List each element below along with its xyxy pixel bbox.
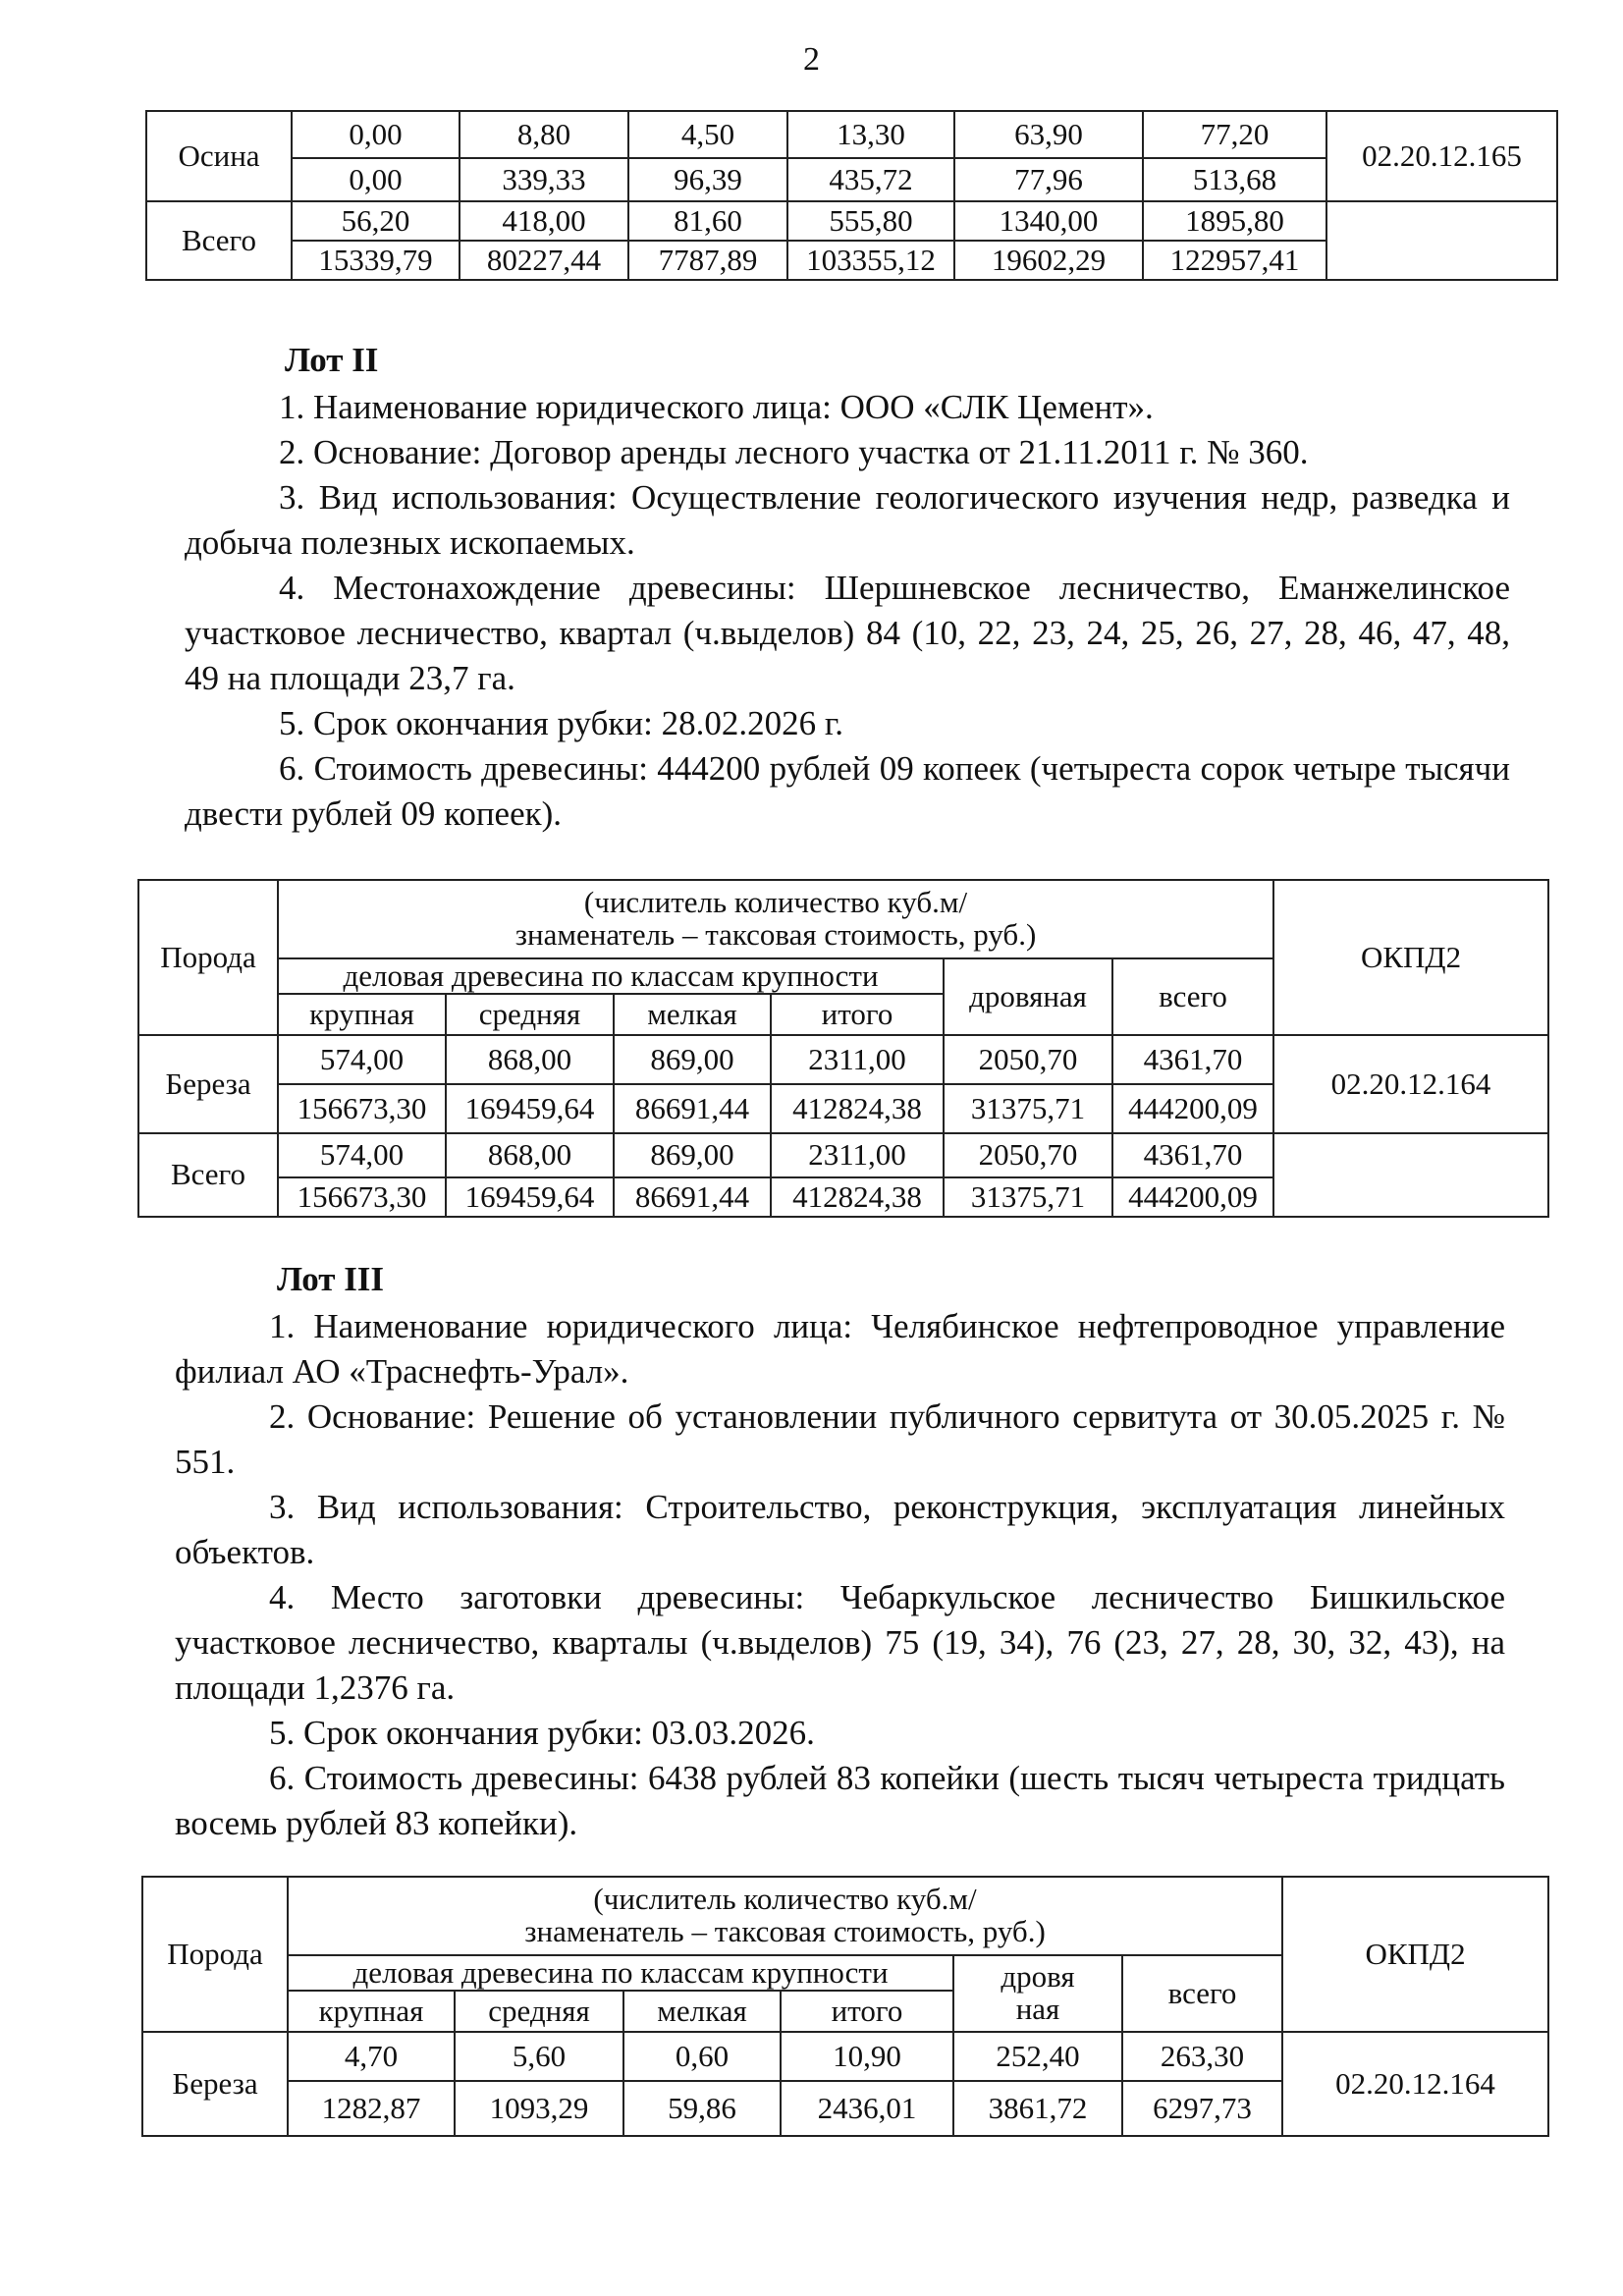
lot2-table — [137, 879, 1549, 1218]
table-cell: 0,00 — [292, 111, 460, 158]
table-cell: 2436,01 — [781, 2081, 953, 2136]
table-cell: 263,30 — [1122, 2032, 1282, 2081]
firewood-line: дровя — [1001, 1959, 1075, 1995]
table-cell: 1093,29 — [455, 2081, 623, 2136]
table-cell: 169459,64 — [446, 1084, 614, 1133]
okpd-cell: 02.20.12.164 — [1282, 2032, 1548, 2136]
header-total: всего — [1122, 1955, 1282, 2032]
header-okpd: ОКПД2 — [1273, 880, 1548, 1035]
table-cell: 3861,72 — [953, 2081, 1122, 2136]
lot-paragraphs — [185, 385, 1510, 837]
table-cell: 122957,41 — [1143, 241, 1326, 280]
table-cell: 1895,80 — [1143, 201, 1326, 241]
page-number: 2 — [803, 41, 820, 78]
caption-line: (числитель количество куб.м/ — [593, 1882, 977, 1917]
table-cell: 31375,71 — [944, 1177, 1112, 1217]
table-cell: 4361,70 — [1112, 1133, 1273, 1177]
paragraph: 5. Срок окончания рубки: 28.02.2026 г. — [279, 704, 844, 742]
paragraph: 4. Местонахождение древесины: Шершневское лесничество, Еманжелинское участковое лесничество, квартал (ч.выделов) 84 (10, 22, 23, 24, 25, 26, 27, 28, 46, 47, 48, 49 на площади 23,7 га. — [185, 569, 1510, 697]
header-okpd: ОКПД2 — [1282, 1877, 1548, 2032]
paragraph: 6. Стоимость древесины: 444200 рублей 09 копеек (четыреста сорок четыре тысячи двести рублей 09 копеек). — [185, 749, 1510, 833]
lot-paragraphs — [175, 1304, 1505, 1846]
header-medium: средняя — [446, 994, 614, 1035]
table-cell: 868,00 — [446, 1035, 614, 1084]
table-cell: 77,20 — [1143, 111, 1326, 158]
table-cell: 86691,44 — [614, 1084, 771, 1133]
table-cell: 2050,70 — [944, 1035, 1112, 1084]
table-cell: 59,86 — [623, 2081, 781, 2136]
table-cell: 103355,12 — [787, 241, 954, 280]
okpd-cell: 02.20.12.164 — [1273, 1035, 1548, 1133]
table-cell: 444200,09 — [1112, 1084, 1273, 1133]
header-large: крупная — [278, 994, 446, 1035]
firewood-line: ная — [1015, 1992, 1060, 2026]
table-cell: 77,96 — [954, 158, 1143, 201]
table-cell: 869,00 — [614, 1133, 771, 1177]
paragraph: 2. Основание: Договор аренды лесного участка от 21.11.2011 г. № 360. — [279, 433, 1309, 471]
header-small: мелкая — [614, 994, 771, 1035]
caption-line: (числитель количество куб.м/ — [583, 885, 968, 920]
header-species: Порода — [142, 1877, 288, 2032]
table-cell: 5,60 — [455, 2032, 623, 2081]
species-cell: Всего — [138, 1133, 278, 1217]
table-cell: 86691,44 — [614, 1177, 771, 1217]
table-cell: 6297,73 — [1122, 2081, 1282, 2136]
table-cell: 169459,64 — [446, 1177, 614, 1217]
table-cell: 63,90 — [954, 111, 1143, 158]
okpd-cell — [1326, 201, 1557, 280]
paragraph: 6. Стоимость древесины: 6438 рублей 83 копейки (шесть тысяч четыреста тридцать восемь рублей 83 копейки). — [175, 1759, 1505, 1842]
header-species: Порода — [138, 880, 278, 1035]
paragraph: 4. Место заготовки древесины: Чебаркульское лесничество Бишкильское участковое лесничество, кварталы (ч.выделов) 75 (19, 34), 76 (23, 27, 28, 30, 32, 43), на площади 1,2376 га. — [175, 1578, 1505, 1707]
table-cell: 2311,00 — [771, 1133, 944, 1177]
table-cell: 339,33 — [460, 158, 628, 201]
table-cell: 412824,38 — [771, 1177, 944, 1217]
lot-title: Лот III — [277, 1260, 385, 1298]
table-cell: 0,60 — [623, 2032, 781, 2081]
table-cell: 444200,09 — [1112, 1177, 1273, 1217]
table-continuation — [145, 110, 1558, 281]
table-cell: 4,50 — [628, 111, 787, 158]
table-cell: 15339,79 — [292, 241, 460, 280]
lot3-table — [141, 1876, 1549, 2137]
table-cell: 1340,00 — [954, 201, 1143, 241]
table-cell: 56,20 — [292, 201, 460, 241]
table-cell: 10,90 — [781, 2032, 953, 2081]
table-cell: 4361,70 — [1112, 1035, 1273, 1084]
paragraph: 1. Наименование юридического лица: Челябинское нефтепроводное управление филиал АО «Траснефть-Урал». — [175, 1307, 1505, 1391]
table-cell: 80227,44 — [460, 241, 628, 280]
header-firewood — [953, 1955, 1122, 2032]
table-cell: 2311,00 — [771, 1035, 944, 1084]
table-cell: 1282,87 — [288, 2081, 455, 2136]
table-cell: 513,68 — [1143, 158, 1326, 201]
table-cell: 96,39 — [628, 158, 787, 201]
table-cell: 19602,29 — [954, 241, 1143, 280]
table-cell: 156673,30 — [278, 1084, 446, 1133]
table-cell: 31375,71 — [944, 1084, 1112, 1133]
table-cell: 252,40 — [953, 2032, 1122, 2081]
okpd-cell — [1273, 1133, 1548, 1217]
paragraph: 2. Основание: Решение об установлении публичного сервитута от 30.05.2025 г. № 551. — [175, 1397, 1505, 1481]
species-cell: Осина — [146, 111, 292, 201]
species-cell: Береза — [138, 1035, 278, 1133]
header-caption — [288, 1877, 1282, 1955]
table-cell: 574,00 — [278, 1133, 446, 1177]
caption-line: знаменатель – таксовая стоимость, руб.) — [514, 917, 1037, 952]
table-cell: 156673,30 — [278, 1177, 446, 1217]
table-cell: 574,00 — [278, 1035, 446, 1084]
paragraph: 1. Наименование юридического лица: ООО «СЛК Цемент». — [279, 388, 1154, 426]
header-total: всего — [1112, 958, 1273, 1035]
header-subtotal: итого — [781, 1991, 953, 2032]
paragraph: 3. Вид использования: Осуществление геологического изучения недр, разведка и добыча полезных ископаемых. — [185, 478, 1510, 562]
header-small: мелкая — [623, 1991, 781, 2032]
table-cell: 7787,89 — [628, 241, 787, 280]
table-cell: 869,00 — [614, 1035, 771, 1084]
header-subtotal: итого — [771, 994, 944, 1035]
paragraph: 5. Срок окончания рубки: 03.03.2026. — [269, 1714, 815, 1752]
table-cell: 2050,70 — [944, 1133, 1112, 1177]
header-firewood: дровяная — [944, 958, 1112, 1035]
caption-line: знаменатель – таксовая стоимость, руб.) — [524, 1914, 1046, 1948]
header-business: деловая древесина по классам крупности — [278, 958, 944, 994]
table-cell: 555,80 — [787, 201, 954, 241]
table-cell: 13,30 — [787, 111, 954, 158]
okpd-cell: 02.20.12.165 — [1326, 111, 1557, 201]
header-caption — [278, 880, 1273, 958]
table-cell: 418,00 — [460, 201, 628, 241]
species-cell: Береза — [142, 2032, 288, 2136]
table-cell: 8,80 — [460, 111, 628, 158]
table-cell: 81,60 — [628, 201, 787, 241]
header-business: деловая древесина по классам крупности — [288, 1955, 953, 1991]
lot-title: Лот II — [285, 341, 379, 379]
table-cell: 0,00 — [292, 158, 460, 201]
table-cell: 868,00 — [446, 1133, 614, 1177]
table-cell: 412824,38 — [771, 1084, 944, 1133]
table-cell: 435,72 — [787, 158, 954, 201]
header-medium: средняя — [455, 1991, 623, 2032]
species-cell: Всего — [146, 201, 292, 280]
header-large: крупная — [288, 1991, 455, 2032]
table-cell: 4,70 — [288, 2032, 455, 2081]
paragraph: 3. Вид использования: Строительство, реконструкция, эксплуатация линейных объектов. — [175, 1488, 1505, 1571]
